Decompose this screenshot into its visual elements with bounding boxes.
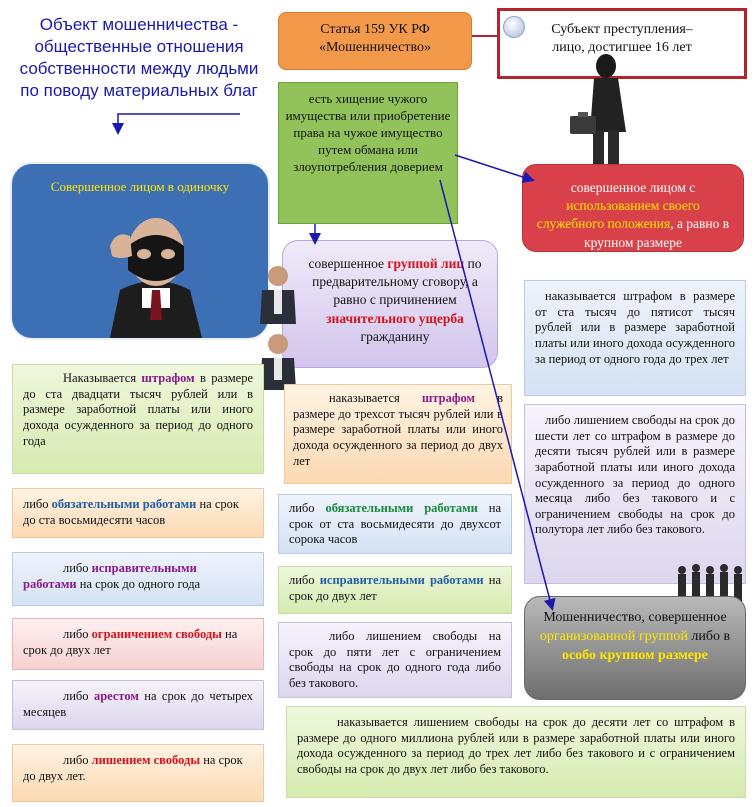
mid-correctional-p2: на срок до двух лет	[289, 573, 501, 603]
left-arrest-h: арестом	[93, 689, 139, 703]
organized-p1: Мошенничество, совершенное	[543, 610, 727, 625]
group-p1: совершенное	[308, 256, 388, 271]
left-restriction-h: ограничением свободы	[91, 627, 222, 641]
group-h2: значительного ущерба	[326, 310, 464, 326]
group-h1: группой лиц	[387, 256, 465, 271]
group-p3: гражданину	[360, 328, 430, 344]
object-title: Объект мошенничества - общественные отношения собственности между людьми по поводу материальных благ	[19, 15, 259, 101]
left-arrest-p1: либо	[63, 689, 94, 703]
right-imprison: либо лишением свободы на срок до шести лет со штрафом в размере до десяти тысяч рублей или в размере заработной платы или иного дохода осужденного за период до одного месяца либо без такового и с ограничением свободы на срок до полутора лет либо без такового.	[524, 404, 746, 584]
left-restriction-p2: на срок до двух лет	[23, 627, 238, 657]
left-arrest-p2: на срок до четырех месяцев	[23, 689, 253, 719]
bottom-box: наказывается лишением свободы на срок до десяти лет со штрафом в размере до одного миллиона рублей или в размере заработной платы или иного дохода осужденного за период до трех лет либо без такового и с ограничением свободы на срок до двух лет либо без такового.	[286, 706, 746, 798]
mid-mandatory-h: обязательными работами	[325, 501, 478, 515]
subject-line1: Субъект преступления–	[551, 22, 693, 37]
left-fine-p2: в размере до ста двадцати тысяч рублей или в размере заработной платы или иного дохода осужденного за период до одного года	[23, 371, 254, 448]
organized-h2: особо крупном размере	[561, 647, 709, 663]
mid-imprison: либо лишением свободы на срок до пяти лет с ограничением свободы на срок до одного года либо без такового.	[278, 622, 512, 698]
left-fine-h: штрафом	[141, 371, 195, 385]
organized-p2: либо в	[687, 628, 731, 644]
mid-fine-p1: наказывается	[329, 391, 422, 405]
mid-fine-p2: в размере до трехсот тысяч рублей или в размере заработной платы или иного дохода осужденного за период до двух лет	[293, 391, 503, 468]
left-correctional-p2: на срок до одного года	[76, 576, 201, 591]
left-imprison-p1: либо	[63, 753, 92, 767]
alone-title: Совершенное лицом в одиночку	[50, 179, 230, 194]
mid-correctional-h: исправительными работами	[319, 573, 484, 587]
left-mandatory-h: обязательными работами	[51, 497, 197, 511]
left-mandatory-p2: на срок до ста восьмидесяти часов	[23, 497, 239, 527]
left-imprison-p2: на срок до двух лет.	[23, 753, 243, 783]
left-correctional-h: исправительными работами	[23, 561, 197, 591]
mid-mandatory-p2: на срок от ста восьмидесяти до двухсот сорока часов	[289, 501, 501, 547]
official-p1: совершенное лицом с	[570, 180, 696, 195]
definition-box: есть хищение чужого имущества или приобретение права на чужое имущество путем обмана или злоупотребления доверием	[278, 82, 458, 224]
left-correctional-p1: либо	[63, 561, 92, 575]
subject-line2: лицо, достигшее 16 лет	[552, 39, 692, 55]
left-restriction-p1: либо	[63, 627, 92, 641]
arrow-to-organized	[440, 180, 552, 608]
arrow-to-official	[455, 155, 532, 180]
official-p2: , а равно в крупном размере	[584, 216, 730, 250]
left-fine-p1: Наказывается	[63, 371, 142, 385]
organized-h1: организованной группой	[539, 628, 688, 644]
article-line2: «Мошенничество»	[318, 39, 432, 55]
mid-correctional-p1: либо	[289, 573, 320, 587]
group-p2: по предварительному сговору, а равно с причинением	[312, 256, 482, 308]
mid-fine-h: штрафом	[421, 391, 476, 405]
official-h1: использованием своего служебного положения	[536, 198, 700, 232]
left-mandatory-p1: либо	[23, 497, 52, 511]
article-line1: Статья 159 УК РФ	[320, 22, 430, 37]
left-imprison-h: лишением свободы	[91, 753, 201, 767]
right-fine: наказывается штрафом в размере от ста тысяч до пятисот тысяч рублей или в размере заработной платы или иного дохода осужденного за период от одного года до трех лет	[524, 280, 746, 396]
mid-mandatory-p1: либо	[289, 501, 326, 515]
arrow-to-alone	[118, 114, 240, 132]
